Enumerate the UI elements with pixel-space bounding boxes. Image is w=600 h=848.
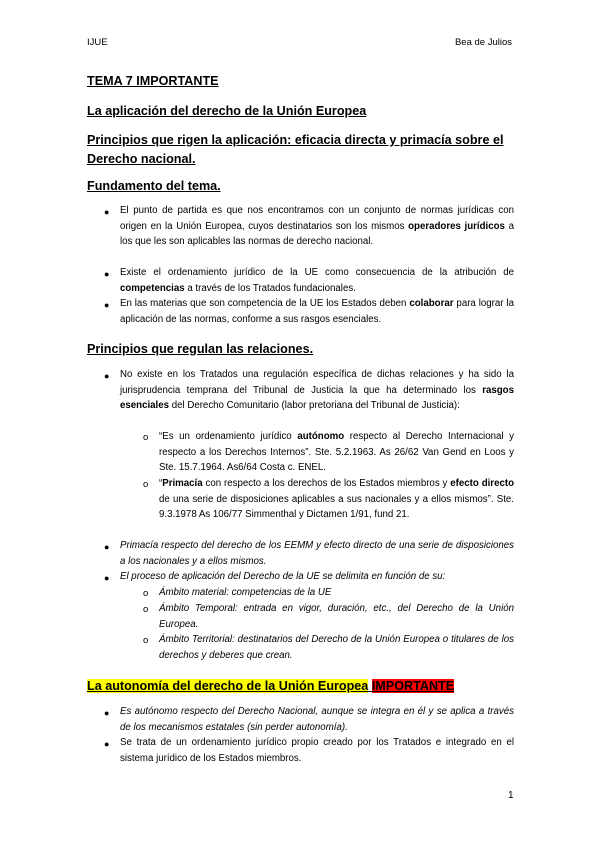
bullet-icon: ● [104,573,110,583]
heading-autonomia-main: La autonomía del derecho de la Unión Europea [87,679,369,693]
relaciones-subitem-3: Ámbito material: competencias de la UE [159,587,332,598]
relaciones-item-2: Primacía respecto del derecho de los EEMM y efecto directo de una serie de disposiciones a los nacionales y a ellos mismos. [120,540,514,567]
bullet-icon: ● [104,269,110,279]
fundamento-item-1: El punto de partida es que nos encontramos con un conjunto de normas jurídicas con origen en la Unión Europea, cuyos destinatarios son los mismos operadores jurídicos a los que les son aplicables las normas de derecho nacional. [120,205,514,248]
heading-tema: TEMA 7 IMPORTANTE [87,74,219,88]
heading-autonomia [87,677,517,696]
relaciones-subitem-4: Ámbito Temporal: entrada en vigor, duración, etc., del Derecho de la Unión Europea. [159,603,514,630]
relaciones-subitem-1: “Es un ordenamiento jurídico autónomo respecto al Derecho Internacional y respecto a los Derechos Internos”. Ste. 5.2.1963. As 26/62 Van Gend en Loos y Ste. 15.7.1964. As6/64 Costa c. ENEL. [159,431,514,474]
header-right: Bea de Julios [454,37,512,48]
header-left: IJUE [87,37,108,48]
circle-bullet-icon: o [143,604,149,615]
autonomia-item-2: Se trata de un ordenamiento jurídico propio creado por los Tratados e integrado en el sistema jurídico de los Estados miembros. [120,737,514,764]
autonomia-item-1: Es autónomo respecto del Derecho Nacional, aunque se integra en él y se aplica a través de los mecanismos estatales (sin perder autonomía). [120,706,514,733]
bullet-icon: ● [104,371,110,381]
heading-relaciones: Principios que regulan las relaciones. [87,342,314,356]
fundamento-item-3: En las materias que son competencia de la UE los Estados deben colaborar para lograr la aplicación de las normas, conforme a sus rasgos esenciales. [120,298,514,325]
relaciones-item-1: No existe en los Tratados una regulación específica de dichas relaciones y ha sido la jurisprudencia temprana del Tribunal de Justicia la que ha determinado los rasgos esenciales del Derecho Comunitario (labor pretoriana del Tribunal de Justicia): [120,369,514,412]
page-number: 1 [508,790,514,801]
fundamento-item-2: Existe el ordenamiento jurídico de la UE como consecuencia de la atribución de competencias a través de los Tratados fundacionales. [120,267,514,294]
circle-bullet-icon: o [143,588,149,599]
heading-aplicacion: La aplicación del derecho de la Unión Europea [87,104,367,118]
relaciones-item-3: El proceso de aplicación del Derecho de la UE se delimita en función de su: [120,571,446,582]
bullet-icon: ● [104,300,110,310]
heading-principios: Principios que rigen la aplicación: eficacia directa y primacía sobre el Derecho nacional. [87,133,504,166]
heading-fundamento: Fundamento del tema. [87,179,221,193]
relaciones-subitem-5: Ámbito Territorial: destinatarios del Derecho de la Unión Europea o titulares de los derechos y deberes que crean. [159,634,514,661]
relaciones-subitem-2: “Primacía con respecto a los derechos de los Estados miembros y efecto directo de una serie de disposiciones aplicables a sus nacionales y a ellos mismos”. Ste. 9.3.1978 As 106/77 Simmenthal y Dictamen 1/91, fund 21. [159,478,514,521]
circle-bullet-icon: o [143,479,149,490]
bullet-icon: ● [104,207,110,217]
bullet-icon: ● [104,708,110,718]
bullet-icon: ● [104,739,110,749]
circle-bullet-icon: o [143,432,149,443]
heading-autonomia-tag: IMPORTANTE [371,679,455,693]
bullet-icon: ● [104,542,110,552]
circle-bullet-icon: o [143,635,149,646]
